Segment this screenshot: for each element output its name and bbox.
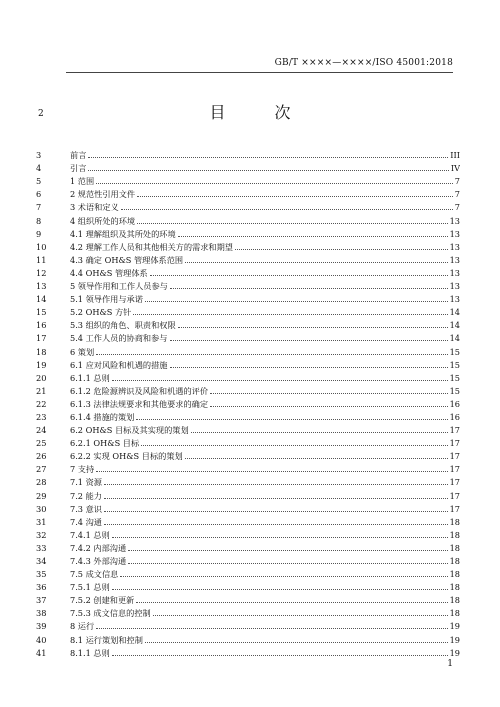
toc-line-number: 17: [36, 333, 47, 344]
toc-leader-dots: [191, 432, 448, 433]
toc-label: 5.3 组织的角色、职责和权限: [70, 320, 176, 331]
page-title: 目 次: [209, 103, 313, 122]
toc-label: 4.4 OH&S 管理体系: [70, 267, 148, 278]
toc-line-number: 21: [36, 385, 47, 396]
toc-page-number: 18: [449, 556, 460, 566]
toc-page-number: 15: [449, 359, 460, 370]
toc-line-number: 7: [36, 202, 42, 213]
toc-leader-dots: [136, 419, 447, 420]
toc-line-number: 24: [36, 425, 47, 436]
toc-row[interactable]: [36, 304, 460, 317]
toc-page-number: 7: [454, 202, 460, 213]
toc-entry[interactable]: [70, 648, 460, 658]
toc-entry[interactable]: [70, 477, 460, 487]
toc-page-number: III: [450, 150, 460, 161]
toc-row[interactable]: [36, 252, 460, 265]
toc-line-number: 18: [36, 346, 47, 357]
toc-entry[interactable]: [70, 530, 460, 540]
toc-row[interactable]: [36, 396, 460, 409]
toc-label: 7.2 能力: [70, 490, 102, 501]
toc-entry[interactable]: [70, 163, 460, 173]
toc-leader-dots: [128, 550, 447, 551]
toc-page-number: 17: [449, 464, 460, 475]
toc-label: 6.2.2 实现 OH&S 目标的策划: [70, 451, 183, 462]
toc-entry[interactable]: [70, 582, 460, 592]
toc-entry[interactable]: [70, 176, 460, 186]
toc-label: 6.2 OH&S 目标及其实现的策划: [70, 425, 189, 436]
toc-line-number: 28: [36, 477, 47, 488]
toc-page-number: 13: [449, 281, 460, 292]
toc-leader-dots: [136, 602, 447, 603]
toc-line-number: 25: [36, 438, 47, 449]
toc-line-number: 20: [36, 372, 47, 383]
table-of-contents: [36, 147, 460, 658]
toc-leader-dots: [150, 275, 448, 276]
toc-label: 5 领导作用和工作人员参与: [70, 281, 168, 292]
toc-line-number: 10: [36, 241, 47, 252]
toc-page-number: 18: [449, 569, 460, 580]
toc-line-number: 34: [36, 556, 47, 566]
toc-line-number: 39: [36, 621, 47, 632]
toc-line-number: 29: [36, 490, 47, 501]
toc-page-number: 14: [449, 320, 460, 331]
toc-label: 6.2.1 OH&S 目标: [70, 438, 140, 449]
toc-page-number: 17: [449, 425, 460, 436]
toc-page-number: 17: [449, 438, 460, 449]
toc-leader-dots: [235, 249, 448, 250]
toc-line-number: 38: [36, 608, 47, 619]
toc-label: 8 运行: [70, 621, 95, 632]
toc-leader-dots: [128, 563, 447, 564]
toc-row[interactable]: [36, 317, 460, 330]
toc-leader-dots: [153, 615, 448, 616]
toc-row[interactable]: [36, 160, 460, 173]
toc-row[interactable]: [36, 212, 460, 225]
toc-label: 4.2 理解工作人员和其他相关方的需求和期望: [70, 241, 233, 252]
toc-leader-dots: [104, 524, 448, 525]
toc-row[interactable]: [36, 487, 460, 500]
toc-label: 7.5 成文信息: [70, 569, 119, 580]
toc-entry[interactable]: [70, 268, 460, 278]
toc-leader-dots: [96, 471, 447, 472]
header-rule: [66, 72, 453, 73]
toc-page-number: 13: [449, 241, 460, 252]
toc-entry[interactable]: [70, 150, 460, 160]
toc-line-number: 31: [36, 516, 47, 527]
toc-label: 7.1 资源: [70, 477, 102, 488]
toc-row[interactable]: [36, 239, 460, 252]
toc-row[interactable]: [36, 553, 460, 566]
toc-leader-dots: [112, 380, 448, 381]
toc-leader-dots: [133, 314, 447, 315]
toc-row[interactable]: [36, 527, 460, 540]
toc-entry[interactable]: [70, 373, 460, 383]
toc-line-number: 16: [36, 320, 47, 331]
toc-page-number: 19: [449, 621, 460, 632]
toc-line-number: 37: [36, 595, 47, 606]
toc-entry[interactable]: [70, 281, 460, 291]
toc-page-number: 13: [449, 215, 460, 226]
toc-line-number: 19: [36, 359, 47, 370]
toc-entry[interactable]: [70, 425, 460, 435]
toc-entry[interactable]: [70, 556, 460, 566]
toc-label: 5.2 OH&S 方针: [70, 307, 132, 318]
toc-leader-dots: [170, 340, 448, 341]
toc-leader-dots: [170, 367, 448, 368]
toc-line-number: 32: [36, 529, 47, 540]
toc-page-number: 19: [449, 647, 460, 658]
toc-leader-dots: [185, 262, 448, 263]
toc-label: 6 策划: [70, 346, 95, 357]
toc-page-number: 13: [449, 294, 460, 305]
toc-label: 4.1 理解组织及其所处的环境: [70, 228, 176, 239]
toc-label: 4 组织所处的环境: [70, 215, 136, 226]
toc-label: 4.3 确定 OH&S 管理体系范围: [70, 254, 184, 265]
toc-entry[interactable]: [70, 399, 460, 409]
toc-entry[interactable]: [70, 412, 460, 422]
toc-row[interactable]: [36, 199, 460, 212]
toc-row[interactable]: [36, 383, 460, 396]
toc-row[interactable]: [36, 265, 460, 278]
toc-entry[interactable]: [70, 320, 460, 330]
toc-leader-dots: [178, 236, 448, 237]
toc-page-number: 17: [449, 490, 460, 501]
toc-page-number: 16: [449, 398, 460, 409]
toc-page-number: 14: [449, 333, 460, 344]
toc-label: 7.4.2 内部沟通: [70, 542, 127, 553]
toc-row[interactable]: [36, 566, 460, 579]
toc-entry[interactable]: [70, 189, 460, 199]
toc-page-number: 18: [449, 582, 460, 593]
toc-label: 6.1.1 总则: [70, 372, 110, 383]
toc-line-number: 30: [36, 503, 47, 514]
toc-row[interactable]: [36, 357, 460, 370]
toc-row[interactable]: [36, 147, 460, 160]
toc-entry[interactable]: [70, 360, 460, 370]
toc-leader-dots: [104, 484, 448, 485]
toc-entry[interactable]: [70, 504, 460, 514]
toc-page-number: 19: [449, 634, 460, 645]
toc-label: 7.5.2 创建和更新: [70, 595, 135, 606]
toc-row[interactable]: [36, 409, 460, 422]
toc-label: 引言: [70, 163, 87, 174]
toc-page-number: IV: [450, 163, 460, 174]
toc-row[interactable]: [36, 370, 460, 383]
toc-row[interactable]: [36, 330, 460, 343]
toc-label: 5.1 领导作用与承诺: [70, 294, 143, 305]
toc-line-number: 23: [36, 411, 47, 422]
toc-leader-dots: [137, 223, 447, 224]
toc-entry[interactable]: [70, 333, 460, 343]
toc-label: 5.4 工作人员的协商和参与: [70, 333, 168, 344]
toc-row[interactable]: [36, 435, 460, 448]
toc-label: 6.1.4 措施的策划: [70, 411, 135, 422]
toc-leader-dots: [96, 354, 447, 355]
toc-entry[interactable]: [70, 202, 460, 212]
toc-label: 8.1 运行策划和控制: [70, 634, 143, 645]
toc-page-number: 7: [454, 176, 460, 187]
toc-line-number: 33: [36, 542, 47, 553]
toc-line-number: 4: [36, 163, 42, 174]
toc-leader-dots: [112, 589, 448, 590]
toc-leader-dots: [104, 498, 448, 499]
toc-leader-dots: [104, 511, 448, 512]
toc-page-number: 17: [449, 451, 460, 462]
toc-entry[interactable]: [70, 595, 460, 605]
toc-row[interactable]: [36, 645, 460, 658]
toc-line-number: 13: [36, 281, 47, 292]
toc-line-number: 3: [36, 150, 42, 161]
toc-page-number: 7: [454, 189, 460, 200]
toc-label: 7.4.1 总则: [70, 529, 110, 540]
toc-page-number: 18: [449, 595, 460, 606]
toc-leader-dots: [178, 327, 448, 328]
toc-row[interactable]: [36, 291, 460, 304]
toc-row[interactable]: [36, 226, 460, 239]
toc-entry[interactable]: [70, 491, 460, 501]
toc-leader-dots: [120, 576, 447, 577]
toc-line-number: 8: [36, 215, 42, 226]
toc-leader-dots: [137, 196, 453, 197]
toc-page-number: 16: [449, 411, 460, 422]
toc-entry[interactable]: [70, 255, 460, 265]
toc-page-number: 14: [449, 307, 460, 318]
toc-line-number: 26: [36, 451, 47, 462]
toc-entry[interactable]: [70, 451, 460, 461]
toc-label: 1 范围: [70, 176, 95, 187]
toc-row[interactable]: [36, 461, 460, 474]
toc-page-number: 13: [449, 254, 460, 265]
toc-row[interactable]: [36, 618, 460, 631]
toc-line-number: 6: [36, 189, 42, 200]
toc-entry[interactable]: [70, 608, 460, 618]
toc-line-number: 14: [36, 294, 47, 305]
toc-entry[interactable]: [70, 635, 460, 645]
toc-entry[interactable]: [70, 307, 460, 317]
toc-entry[interactable]: [70, 347, 460, 357]
toc-leader-dots: [88, 170, 448, 171]
toc-entry[interactable]: [70, 543, 460, 553]
toc-leader-dots: [112, 537, 448, 538]
toc-line-number: 35: [36, 569, 47, 580]
toc-leader-dots: [96, 628, 447, 629]
toc-row[interactable]: [36, 343, 460, 356]
toc-label: 前言: [70, 150, 87, 161]
toc-entry[interactable]: [70, 517, 460, 527]
toc-line-number: 11: [36, 254, 47, 265]
toc-row[interactable]: [36, 631, 460, 644]
toc-row[interactable]: [36, 540, 460, 553]
toc-leader-dots: [210, 406, 448, 407]
toc-label: 7 支持: [70, 464, 95, 475]
toc-label: 8.1.1 总则: [70, 647, 110, 658]
toc-entry[interactable]: [70, 294, 460, 304]
toc-entry[interactable]: [70, 229, 460, 239]
toc-line-number: 12: [36, 267, 47, 278]
toc-label: 3 术语和定义: [70, 202, 119, 213]
toc-leader-dots: [170, 288, 448, 289]
toc-row[interactable]: [36, 514, 460, 527]
toc-entry[interactable]: [70, 464, 460, 474]
toc-entry[interactable]: [70, 438, 460, 448]
toc-leader-dots: [96, 183, 453, 184]
toc-page-number: 17: [449, 503, 460, 514]
toc-line-number: 41: [36, 647, 47, 658]
toc-line-number: 36: [36, 582, 47, 593]
toc-label: 7.4.3 外部沟通: [70, 556, 127, 566]
toc-entry[interactable]: [70, 569, 460, 579]
toc-label: 7.4 沟通: [70, 516, 102, 527]
toc-line-number: 9: [36, 228, 42, 239]
toc-label: 7.5.3 成文信息的控制: [70, 608, 151, 619]
toc-row[interactable]: [36, 422, 460, 435]
document-header: GB/T ××××—××××/ISO 45001:2018: [274, 58, 453, 68]
toc-row[interactable]: [36, 579, 460, 592]
toc-page-number: 18: [449, 608, 460, 619]
toc-row[interactable]: [36, 474, 460, 487]
toc-row[interactable]: [36, 501, 460, 514]
toc-label: 7.3 意识: [70, 503, 102, 514]
toc-leader-dots: [145, 301, 448, 302]
toc-line-number: 27: [36, 464, 47, 475]
toc-leader-dots: [88, 157, 448, 158]
toc-page-number: 18: [449, 542, 460, 553]
toc-entry[interactable]: [70, 621, 460, 631]
toc-label: 6.1.3 法律法规要求和其他要求的确定: [70, 398, 209, 409]
toc-leader-dots: [210, 393, 448, 394]
toc-leader-dots: [185, 458, 448, 459]
toc-page-number: 18: [449, 516, 460, 527]
page-number: 1: [447, 659, 453, 669]
toc-row[interactable]: [36, 448, 460, 461]
toc-label: 6.1 应对风险和机遇的措施: [70, 359, 168, 370]
toc-page-number: 15: [449, 385, 460, 396]
toc-page-number: 13: [449, 267, 460, 278]
side-line-number: 2: [38, 109, 44, 119]
toc-row[interactable]: [36, 186, 460, 199]
toc-label: 6.1.2 危险源辨识及风险和机遇的评价: [70, 385, 209, 396]
toc-line-number: 15: [36, 307, 47, 318]
toc-page-number: 15: [449, 346, 460, 357]
toc-leader-dots: [145, 642, 448, 643]
toc-row[interactable]: [36, 592, 460, 605]
toc-entry[interactable]: [70, 386, 460, 396]
toc-line-number: 22: [36, 398, 47, 409]
toc-line-number: 5: [36, 176, 42, 187]
toc-page-number: 13: [449, 228, 460, 239]
toc-page-number: 15: [449, 372, 460, 383]
toc-entry[interactable]: [70, 216, 460, 226]
toc-row[interactable]: [36, 173, 460, 186]
toc-line-number: 40: [36, 634, 47, 645]
toc-leader-dots: [141, 445, 447, 446]
toc-label: 7.5.1 总则: [70, 582, 110, 593]
toc-row[interactable]: [36, 278, 460, 291]
toc-label: 2 规范性引用文件: [70, 189, 136, 200]
toc-page-number: 17: [449, 477, 460, 488]
toc-row[interactable]: [36, 605, 460, 618]
toc-page-number: 18: [449, 529, 460, 540]
toc-entry[interactable]: [70, 242, 460, 252]
toc-leader-dots: [121, 209, 453, 210]
toc-leader-dots: [112, 655, 448, 656]
